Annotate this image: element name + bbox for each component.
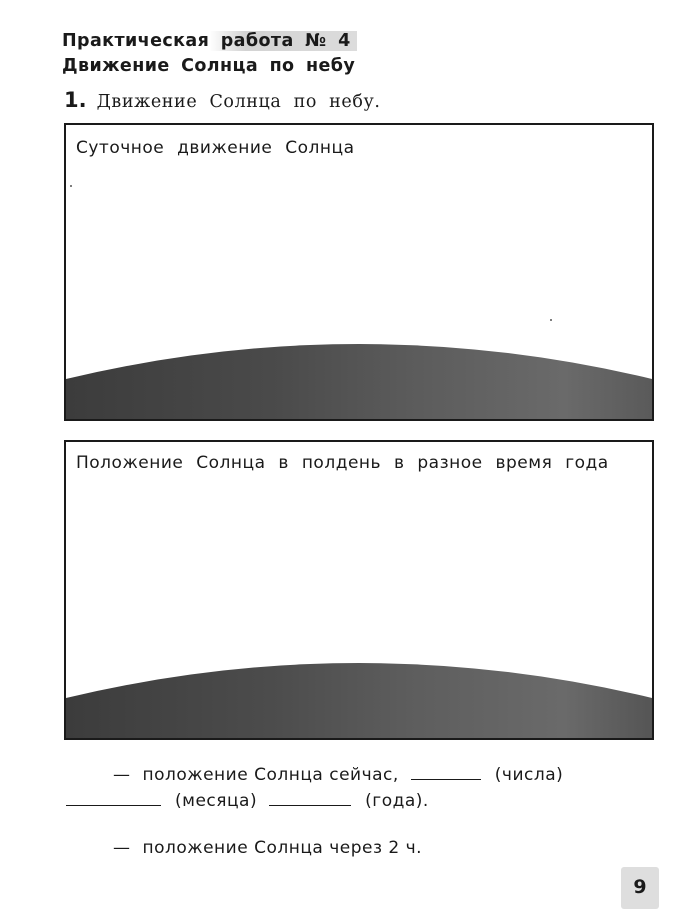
noon-position-panel[interactable] xyxy=(64,440,654,740)
horizon-ground xyxy=(66,329,652,419)
task-1 xyxy=(64,88,381,112)
legend-after-2h xyxy=(113,838,422,858)
legend-after-2h-text: положение Солнца через 2 ч. xyxy=(142,838,423,858)
legend-current-position xyxy=(113,765,563,785)
speck xyxy=(70,185,72,187)
month-blank[interactable] xyxy=(66,791,161,806)
practical-work-title: Практическая работа № 4 xyxy=(62,31,357,51)
noon-position-label: Положение Солнца в полдень в разное время года xyxy=(76,453,609,473)
speck xyxy=(550,319,552,321)
year-unit: (года). xyxy=(365,791,429,811)
daily-motion-label: Суточное движение Солнца xyxy=(76,138,355,158)
task-number: 1. xyxy=(64,88,87,112)
legend-date-line xyxy=(66,791,429,811)
daily-motion-panel[interactable] xyxy=(64,123,654,421)
legend-dash: — xyxy=(113,765,131,785)
day-unit: (числа) xyxy=(494,765,564,785)
practical-work-subtitle: Движение Солнца по небу xyxy=(62,56,356,76)
legend-current-text: положение Солнца сейчас, xyxy=(142,765,399,785)
day-blank[interactable] xyxy=(411,765,481,780)
legend-dash: — xyxy=(113,838,131,858)
horizon-ground xyxy=(66,648,652,738)
page-number: 9 xyxy=(621,867,659,909)
year-blank[interactable] xyxy=(269,791,351,806)
task-text: Движение Солнца по небу. xyxy=(96,92,381,112)
month-unit: (месяца) xyxy=(175,791,258,811)
